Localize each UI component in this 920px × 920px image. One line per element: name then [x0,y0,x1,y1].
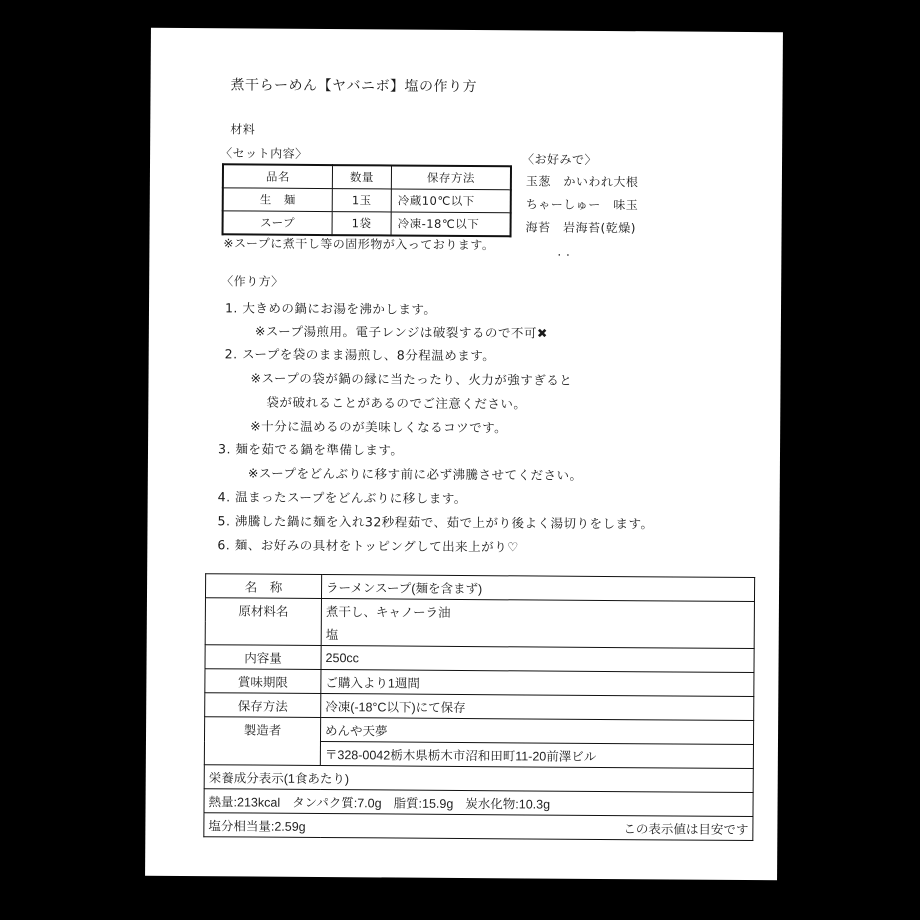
label-value: 〒328-0042栃木県栃木市沼和田町11-20前澤ビル [320,742,753,769]
sheet-title: 煮干らーめん【ヤバニボ】塩の作り方 [230,77,478,96]
step-note: ※スープの袋が鍋の縁に当たったり、火力が強すぎると [250,370,573,388]
optional-heading: 〈お好みで〉 [522,152,598,167]
step-4: 4. 温まったスープをどんぶりに移します。 [217,489,467,507]
label-value: めんや天夢 [320,718,753,745]
label-key: 原材料名 [205,598,321,622]
label-key: 内容量 [205,645,321,670]
step-note: 袋が破れることがあるのでご注意ください。 [266,394,527,412]
set-contents-heading: 〈セット内容〉 [220,146,308,161]
set-cell: 冷蔵10℃以下 [391,189,511,213]
recipe-sheet [145,28,783,880]
set-table-row [223,188,511,213]
product-label-table [203,573,755,841]
label-value: ご購入より1週間 [321,670,754,697]
label-key: 保存方法 [205,693,321,718]
set-col-qty: 数量 [332,165,391,189]
nutrition-energy: 熱量:213kcal [208,794,281,810]
set-col-storage: 保存方法 [391,165,511,189]
set-col-name: 品名 [223,164,333,188]
set-note: ※スープに煮干し等の固形物が入っております。 [223,236,495,253]
nutrition-heading: 栄養成分表示(1食あたり) [204,765,753,793]
label-value: 煮干し、キャノーラ油 [321,599,754,626]
label-value: 250cc [321,646,754,673]
nutrition-carbs: 炭水化物:10.3g [465,796,551,812]
label-row-salt [204,813,753,841]
step-3: 3. 麺を茹でる鍋を準備します。 [217,441,404,458]
label-key-empty [205,621,321,645]
optional-line: 玉葱 かいわれ大根 [525,174,639,190]
optional-line: 海苔 岩海苔(乾燥) [525,220,637,236]
set-contents-table [222,163,512,237]
label-key-empty [204,741,320,766]
set-cell: スープ [223,211,333,235]
nutrition-salt: 塩分相当量:2.59g [208,818,306,834]
label-key: 名 称 [205,574,321,599]
set-cell: 1玉 [332,189,391,212]
materials-heading: 材料 [230,122,256,137]
set-cell: 1袋 [332,212,391,236]
set-cell: 生 麺 [223,188,333,212]
step-1: 1. 大きめの鍋にお湯を沸かします。 [224,300,437,317]
optional-line: ちゃーしゅー 味玉 [525,197,639,213]
label-value: ラーメンスープ(麺を含まず) [321,575,754,602]
step-6: 6. 麺、お好みの具材をトッピングして出来上がり♡ [217,537,519,555]
step-2: 2. スープを袋のまま湯煎し、8分程温めます。 [224,346,496,364]
label-disclaimer: この表示値は目安です [623,821,749,837]
label-value: 冷凍(-18°C以下)にて保存 [321,694,754,721]
nutrition-protein: タンパク質:7.0g [292,795,382,810]
set-table-header [223,164,511,190]
step-note: ※十分に温めるのが美味しくなるコツです。 [250,418,508,436]
nutrition-fat: 脂質:15.9g [393,796,454,811]
set-note-dots: . . [557,244,571,259]
set-cell: 冷凍-18℃以下 [391,212,511,236]
instructions-heading: 〈作り方〉 [221,274,284,289]
label-key: 製造者 [204,717,320,742]
set-table-row [223,211,511,237]
step-note: ※スープ湯煎用。電子レンジは破裂するので不可✖ [254,323,548,341]
step-note: ※スープをどんぶりに移す前に必ず沸騰させてください。 [247,465,583,483]
label-key: 賞味期限 [205,669,321,694]
label-value: 塩 [321,622,754,649]
step-5: 5. 沸騰した鍋に麺を入れ32秒程茹で、茹で上がり後よく湯切りをします。 [217,513,654,532]
salt-row [204,813,753,841]
